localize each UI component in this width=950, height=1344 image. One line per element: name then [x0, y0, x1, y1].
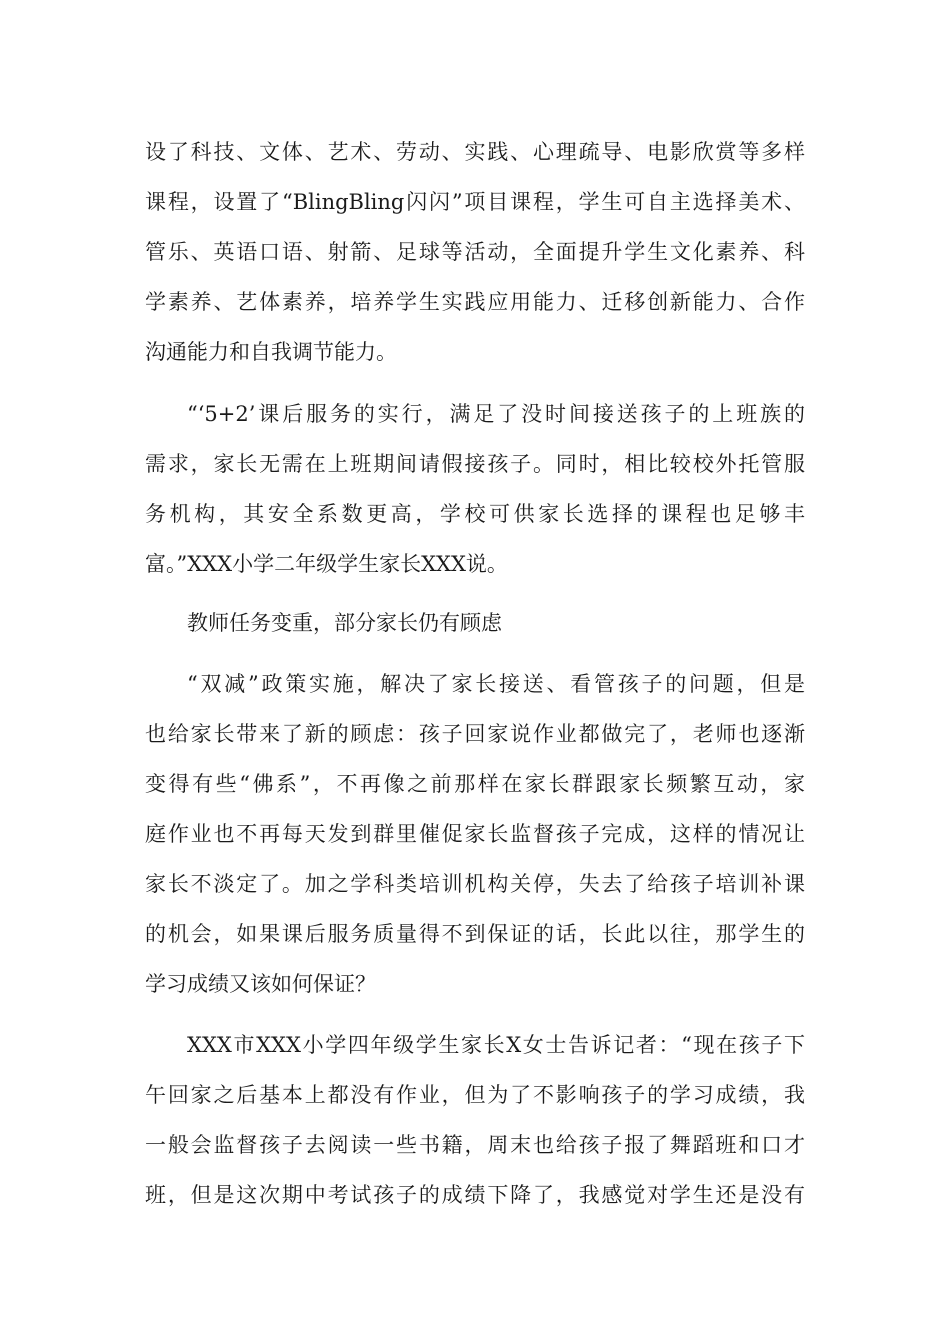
paragraph-first-line	[187, 664, 805, 704]
text-line-content: 的机会，如果课后服务质量得不到保证的话，长此以往，那学生的	[145, 922, 805, 946]
section-heading	[187, 603, 805, 643]
text-line-content: “双减”政策实施，解决了家长接送、看管孩子的问题，但是	[187, 672, 805, 696]
text-line-content: 沟通能力和自我调节能力。	[145, 340, 397, 364]
text-line-content: 变得有些“佛系”，不再像之前那样在家长群跟家长频繁互动，家	[145, 772, 805, 796]
text-line-content: XXX市XXX小学四年级学生家长X女士告诉记者：“现在孩子下	[187, 1033, 805, 1057]
text-line	[145, 282, 805, 322]
text-line	[145, 864, 805, 904]
text-line	[145, 1075, 805, 1115]
text-line	[145, 764, 805, 804]
text-line-content: 课程，设置了“BlingBling闪闪”项目课程，学生可自主选择美术、	[145, 190, 805, 214]
paragraph-first-line	[187, 1025, 805, 1065]
text-line	[145, 1125, 805, 1165]
text-line	[145, 232, 805, 272]
section-heading-text: 教师任务变重，部分家长仍有顾虑	[187, 611, 502, 635]
text-line	[145, 964, 805, 1004]
text-line-content: 设了科技、文体、艺术、劳动、实践、心理疏导、电影欣赏等多样	[145, 140, 805, 164]
text-line-content: 学习成绩又该如何保证？	[145, 972, 376, 996]
text-line-content: 班，但是这次期中考试孩子的成绩下降了，我感觉对学生还是没有	[145, 1183, 805, 1207]
text-line	[145, 914, 805, 954]
text-line	[145, 444, 805, 484]
text-line	[145, 714, 805, 754]
text-line	[145, 544, 805, 584]
text-line-content: 学素养、艺体素养，培养学生实践应用能力、迁移创新能力、合作	[145, 290, 805, 314]
paragraph-first-line	[187, 394, 805, 434]
text-line	[145, 182, 805, 222]
text-line	[145, 1175, 805, 1215]
text-line-content: 管乐、英语口语、射箭、足球等活动，全面提升学生文化素养、科	[145, 240, 805, 264]
text-line	[145, 814, 805, 854]
text-line-content: 也给家长带来了新的顾虑：孩子回家说作业都做完了，老师也逐渐	[145, 722, 805, 746]
text-line-content: 需求，家长无需在上班期间请假接孩子。同时，相比较校外托管服	[145, 452, 805, 476]
text-line-content: 家长不淡定了。加之学科类培训机构关停，失去了给孩子培训补课	[145, 872, 805, 896]
text-line-content: 务机构，其安全系数更高，学校可供家长选择的课程也足够丰	[145, 502, 805, 526]
text-line	[145, 132, 805, 172]
text-line	[145, 332, 805, 372]
text-line-content: “‘5+2’课后服务的实行，满足了没时间接送孩子的上班族的	[187, 402, 805, 426]
text-line-content: 午回家之后基本上都没有作业，但为了不影响孩子的学习成绩，我	[145, 1083, 805, 1107]
text-line-content: 一般会监督孩子去阅读一些书籍，周末也给孩子报了舞蹈班和口才	[145, 1133, 805, 1157]
text-line-content: 富。”XXX小学二年级学生家长XXX说。	[145, 552, 508, 576]
text-line	[145, 494, 805, 534]
text-line-content: 庭作业也不再每天发到群里催促家长监督孩子完成，这样的情况让	[145, 822, 805, 846]
